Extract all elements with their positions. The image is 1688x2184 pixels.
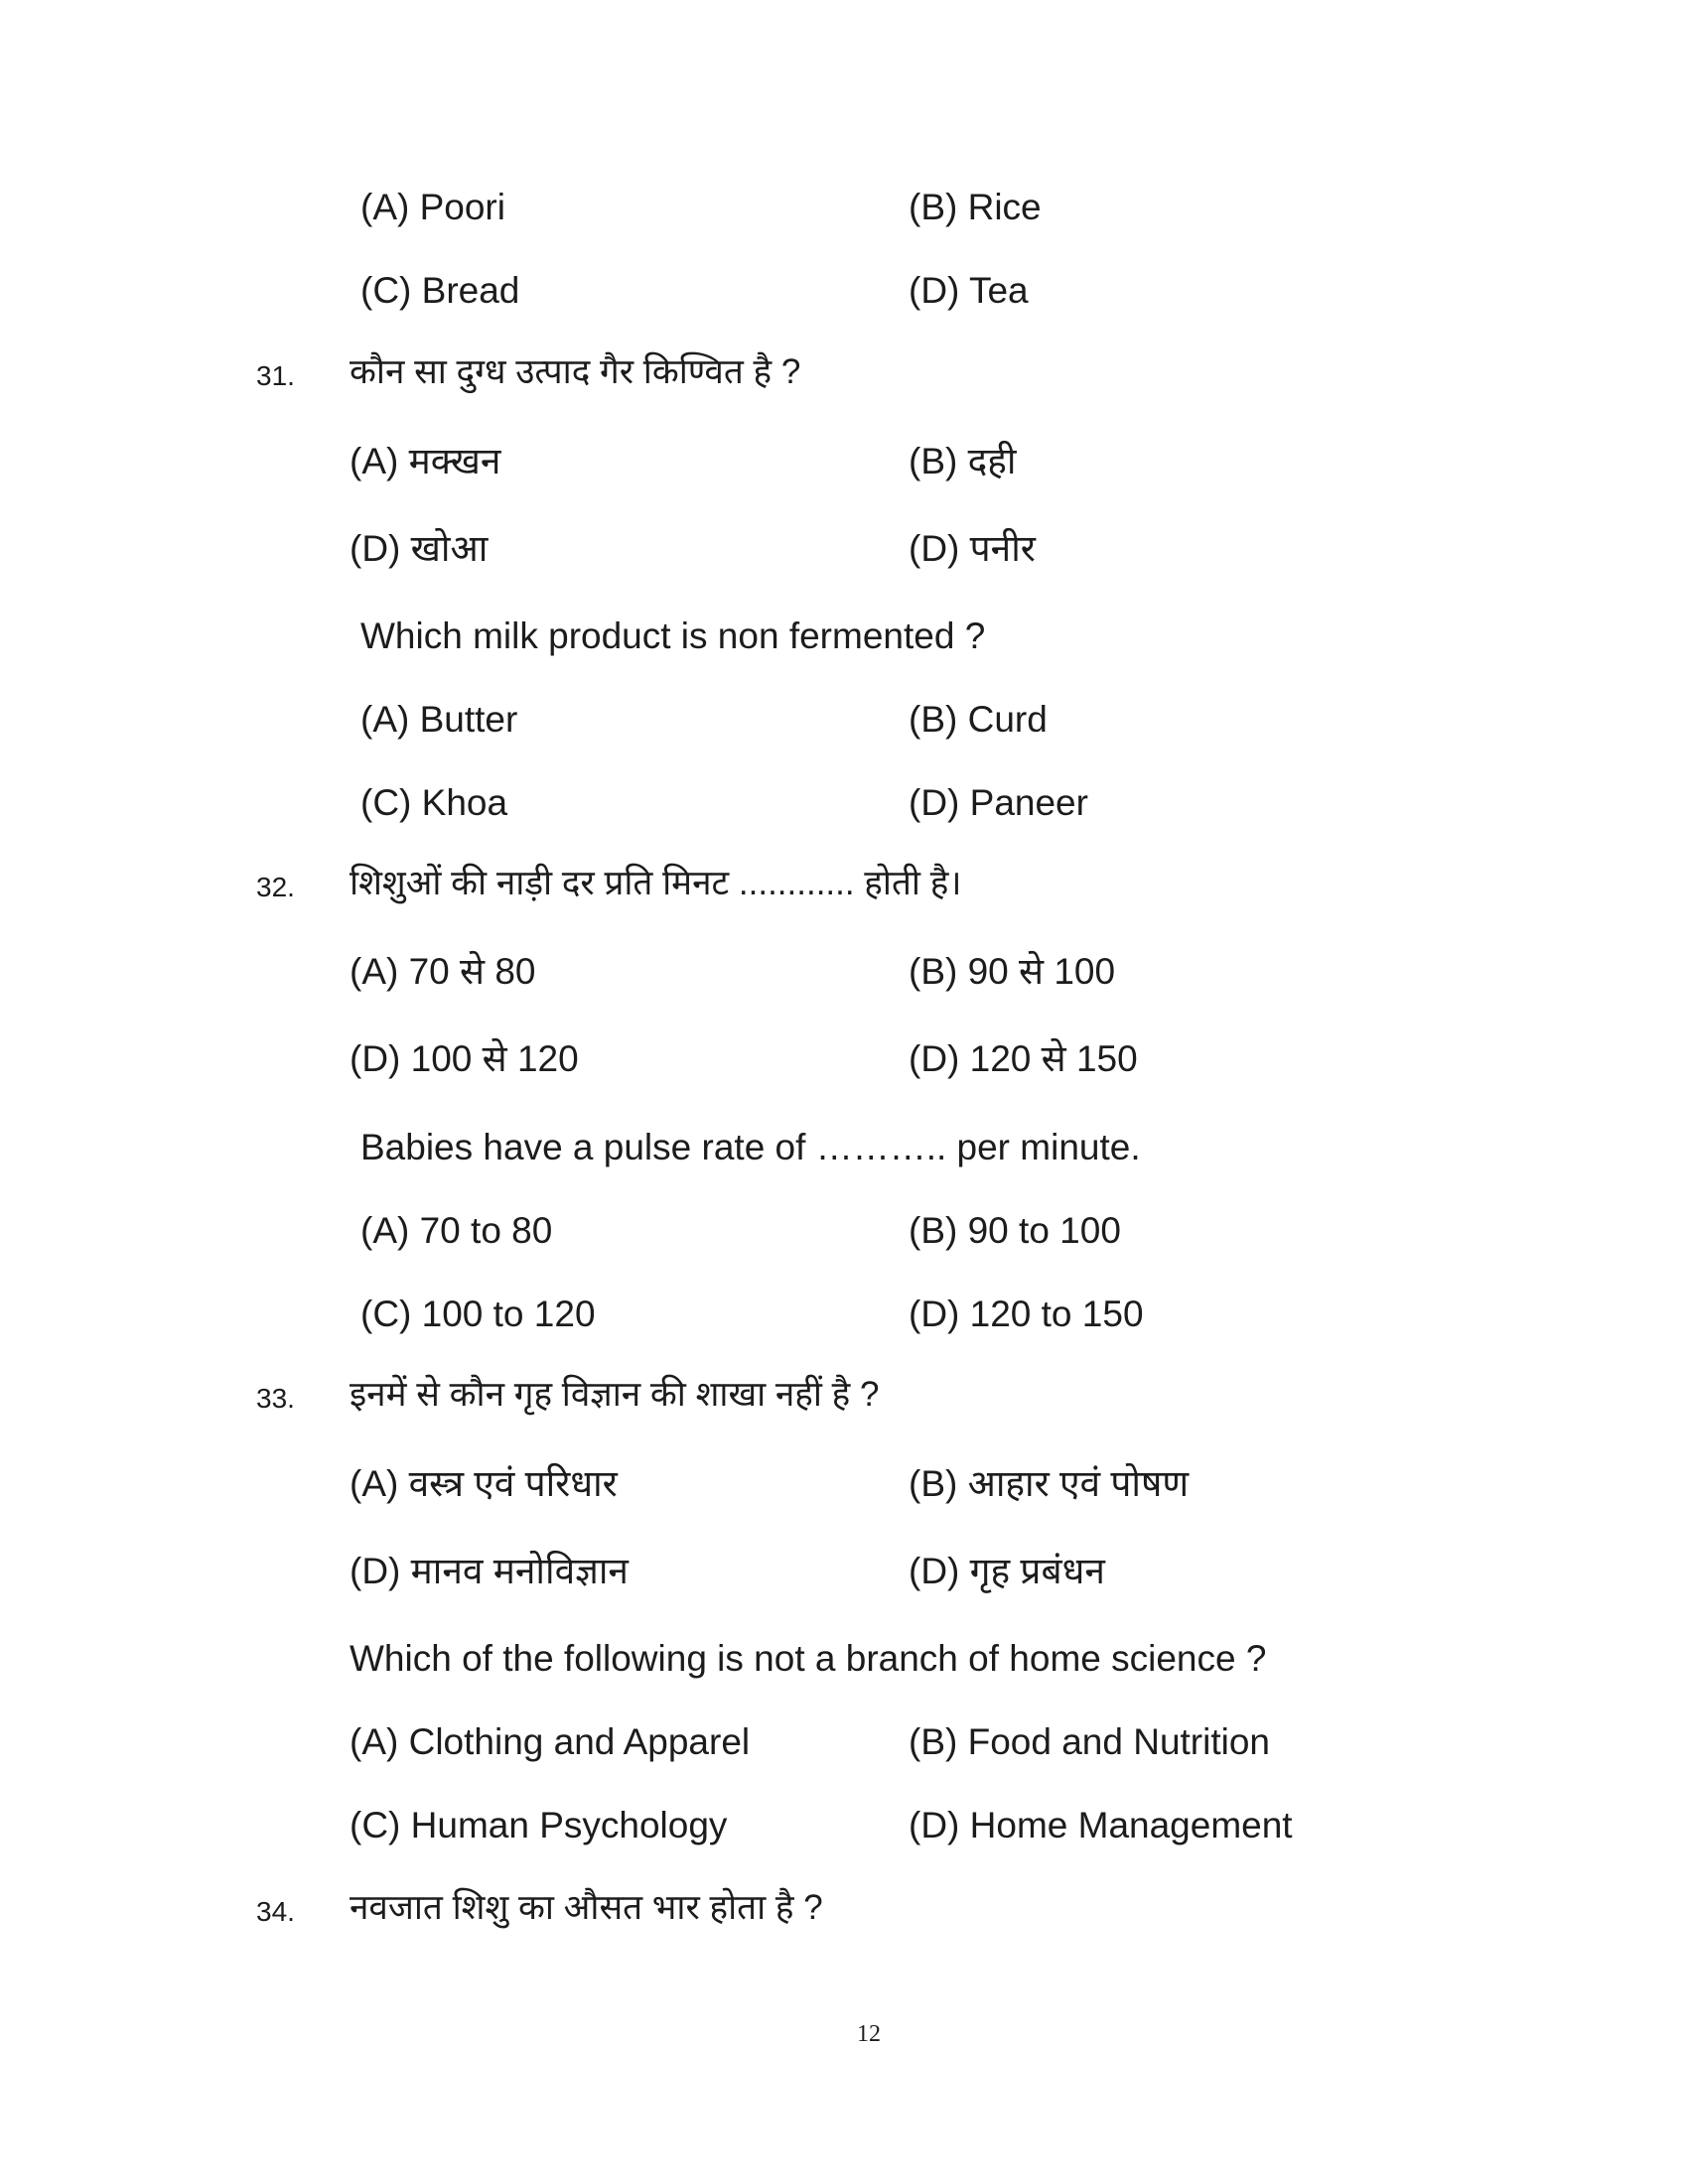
option-b: (B) Rice (909, 187, 1042, 227)
option-c-hindi: (D) 100 से 120 (350, 1038, 579, 1079)
question-text-hindi: नवजात शिशु का औसत भार होता है ? (350, 1888, 823, 1927)
question-number: 34. (256, 1896, 295, 1927)
option-c: (C) Khoa (360, 782, 508, 823)
option-a-hindi: (A) वस्त्र एवं परिधार (350, 1463, 618, 1504)
option-b: (B) Curd (909, 699, 1048, 740)
question-text-english: Which of the following is not a branch of home science ? (350, 1638, 1267, 1679)
option-b-hindi: (B) आहार एवं पोषण (909, 1463, 1190, 1504)
option-d: (D) Home Management (909, 1805, 1293, 1845)
option-a: (A) Clothing and Apparel (350, 1721, 751, 1762)
option-d: (D) 120 to 150 (909, 1294, 1144, 1334)
option-d-hindi: (D) गृह प्रबंधन (909, 1551, 1105, 1591)
option-c-hindi: (D) मानव मनोविज्ञान (350, 1551, 629, 1591)
option-a: (A) Butter (360, 699, 518, 740)
question-number: 31. (256, 360, 295, 391)
option-a: (A) 70 to 80 (360, 1210, 553, 1251)
option-b: (B) 90 to 100 (909, 1210, 1121, 1251)
question-text-hindi: इनमें से कौन गृह विज्ञान की शाखा नहीं है ? (350, 1375, 880, 1414)
question-number: 32. (256, 872, 295, 902)
option-c-hindi: (D) खोआ (350, 528, 489, 569)
option-a: (A) Poori (360, 187, 505, 227)
option-d: (D) Paneer (909, 782, 1088, 823)
option-b: (B) Food and Nutrition (909, 1721, 1271, 1762)
question-text-hindi: शिशुओं की नाड़ी दर प्रति मिनट ............ होती है। (350, 864, 962, 902)
option-d-hindi: (D) पनीर (909, 528, 1036, 569)
option-d: (D) Tea (909, 270, 1029, 311)
question-text-english: Babies have a pulse rate of ……….. per minute. (360, 1127, 1141, 1167)
question-number: 33. (256, 1383, 295, 1414)
page-number: 12 (857, 2021, 881, 2047)
option-b-hindi: (B) दही (909, 441, 1017, 481)
option-d-hindi: (D) 120 से 150 (909, 1038, 1138, 1079)
question-text-english: Which milk product is non fermented ? (360, 615, 986, 656)
question-text-hindi: कौन सा दुग्ध उत्पाद गैर किण्वित है ? (350, 352, 801, 391)
option-c: (C) 100 to 120 (360, 1294, 596, 1334)
option-b-hindi: (B) 90 से 100 (909, 951, 1116, 992)
option-c: (C) Bread (360, 270, 520, 311)
option-a-hindi: (A) 70 से 80 (350, 951, 536, 992)
option-a-hindi: (A) मक्खन (350, 441, 501, 481)
option-c: (C) Human Psychology (350, 1805, 728, 1845)
